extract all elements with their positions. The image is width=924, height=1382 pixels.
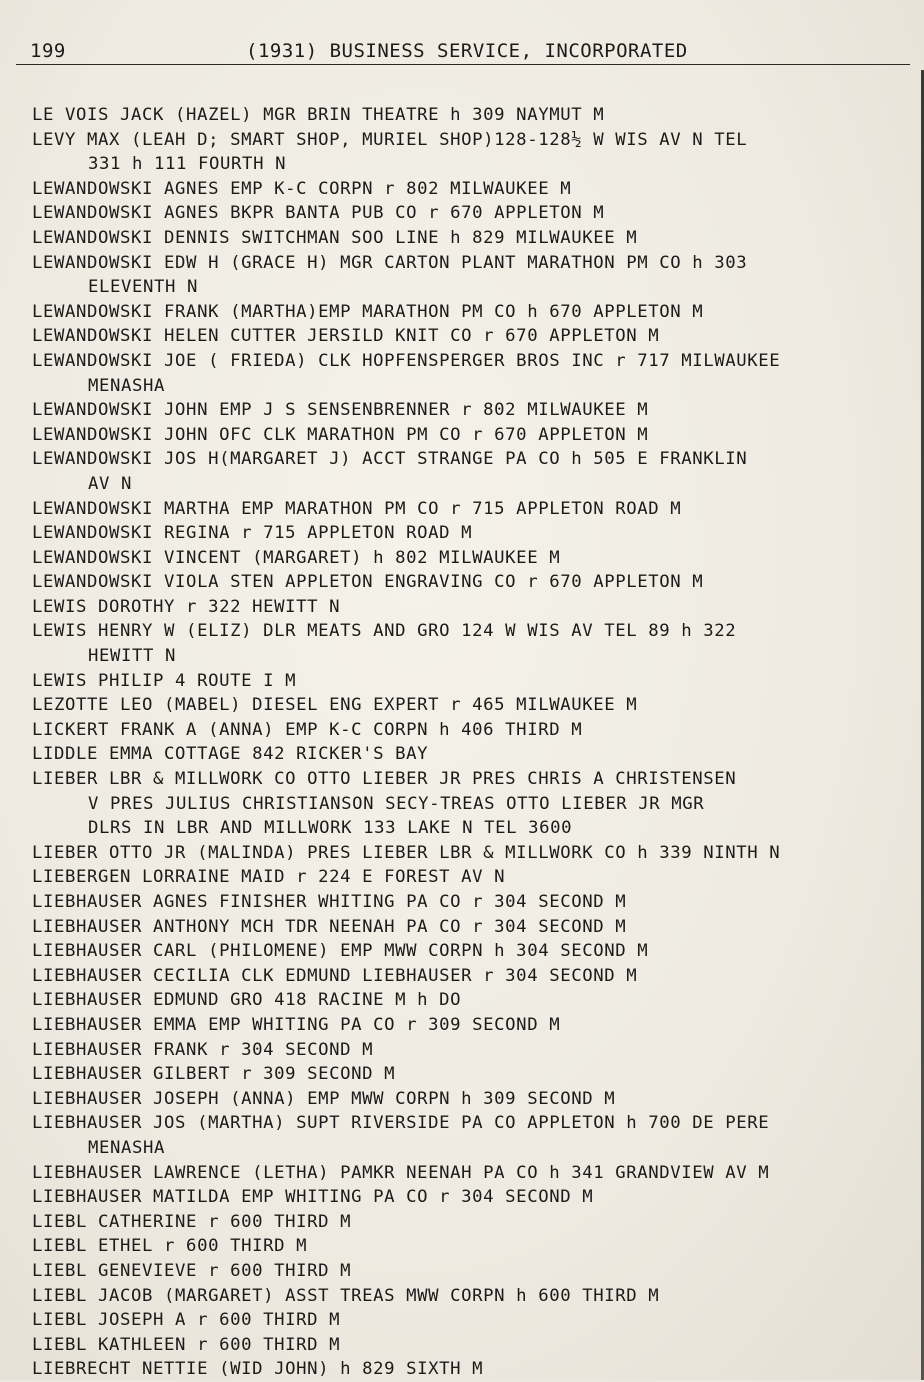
directory-entry: LEWIS PHILIP 4 ROUTE I M: [32, 670, 297, 691]
directory-entry: LIEBHAUSER EMMA EMP WHITING PA CO r 309 SECOND M: [32, 1014, 561, 1035]
directory-entry: LEWANDOWSKI REGINA r 715 APPLETON ROAD M: [32, 523, 473, 544]
entry-continuation: MENASHA: [88, 375, 166, 396]
directory-entry: LEWANDOWSKI JOS H(MARGARET J) ACCT STRANGE PA CO h 505 E FRANKLIN: [32, 449, 748, 470]
directory-entry: LIEBL GENEVIEVE r 600 THIRD M: [32, 1260, 352, 1281]
directory-entry: LIEBHAUSER AGNES FINISHER WHITING PA CO r 304 SECOND M: [32, 892, 627, 912]
directory-entry: LIDDLE EMMA COTTAGE 842 RICKER'S BAY: [32, 744, 429, 765]
directory-entry: LIEBHAUSER GILBERT r 309 SECOND M: [32, 1064, 396, 1085]
directory-entry: LIEBHAUSER JOS (MARTHA) SUPT RIVERSIDE PA CO APPLETON h 700 DE PERE: [32, 1113, 770, 1134]
directory-entry: LIEBHAUSER CECILIA CLK EDMUND LIEBHAUSER r 304 SECOND M: [32, 965, 638, 986]
entry-continuation: HEWITT N: [88, 646, 177, 667]
directory-entry: LEWANDOWSKI JOHN OFC CLK MARATHON PM CO r 670 APPLETON M: [32, 424, 649, 445]
directory-entry: LIEBER OTTO JR (MALINDA) PRES LIEBER LBR & MILLWORK CO h 339 NINTH N: [32, 842, 781, 863]
entry-continuation: ELEVENTH N: [88, 277, 199, 298]
directory-entry: LIEBL ETHEL r 600 THIRD M: [32, 1236, 308, 1257]
page-header: [16, 28, 910, 65]
directory-entry: LIEBL JOSEPH A r 600 THIRD M: [32, 1310, 341, 1331]
directory-entry: LEWANDOWSKI JOE ( FRIEDA) CLK HOPFENSPERGER BROS INC r 717 MILWAUKEE: [32, 350, 781, 371]
directory-entry: LEWANDOWSKI AGNES BKPR BANTA PUB CO r 670 APPLETON M: [32, 203, 605, 224]
entry-continuation: MENASHA: [88, 1137, 166, 1158]
directory-entry: LEWANDOWSKI EDW H (GRACE H) MGR CARTON PLANT MARATHON PM CO h 303: [32, 252, 748, 273]
entry-continuation: AV N: [88, 473, 133, 494]
directory-entry: LIEBHAUSER MATILDA EMP WHITING PA CO r 304 SECOND M: [32, 1187, 594, 1208]
directory-entry: LEWANDOWSKI AGNES EMP K-C CORPN r 802 MILWAUKEE M: [32, 178, 572, 199]
directory-entry: LIEBHAUSER CARL (PHILOMENE) EMP MWW CORPN h 304 SECOND M: [32, 941, 649, 962]
directory-entry: LEZOTTE LEO (MABEL) DIESEL ENG EXPERT r 465 MILWAUKEE M: [32, 695, 638, 716]
page-number: 199: [30, 40, 66, 62]
directory-entry: LEWANDOWSKI JOHN EMP J S SENSENBRENNER r 802 MILWAUKEE M: [32, 400, 649, 421]
directory-entry: LIEBHAUSER JOSEPH (ANNA) EMP MWW CORPN h 309 SECOND M: [32, 1088, 616, 1109]
directory-entry: LEWANDOWSKI VIOLA STEN APPLETON ENGRAVING CO r 670 APPLETON M: [32, 572, 704, 593]
directory-entry: LEWANDOWSKI VINCENT (MARGARET) h 802 MILWAUKEE M: [32, 547, 561, 568]
directory-entry: LIEBL KATHLEEN r 600 THIRD M: [32, 1334, 341, 1355]
entry-continuation: DLRS IN LBR AND MILLWORK 133 LAKE N TEL 3600: [88, 818, 573, 839]
directory-entry: LEWANDOWSKI DENNIS SWITCHMAN SOO LINE h 829 MILWAUKEE M: [32, 227, 638, 248]
directory-entry: LEWANDOWSKI FRANK (MARTHA)EMP MARATHON PM CO h 670 APPLETON M: [32, 301, 704, 322]
directory-entry: LIEBHAUSER EDMUND GRO 418 RACINE M h DO: [32, 990, 462, 1011]
directory-listing: [0, 103, 924, 1382]
directory-entry: LIEBHAUSER ANTHONY MCH TDR NEENAH PA CO r 304 SECOND M: [32, 916, 627, 937]
directory-entry: LIEBHAUSER FRANK r 304 SECOND M: [32, 1039, 374, 1060]
directory-entry: LEWANDOWSKI HELEN CUTTER JERSILD KNIT CO r 670 APPLETON M: [32, 326, 660, 347]
directory-entry: LICKERT FRANK A (ANNA) EMP K-C CORPN h 406 THIRD M: [32, 719, 583, 740]
directory-entry: LEWIS DOROTHY r 322 HEWITT N: [32, 596, 341, 617]
entry-continuation: 331 h 111 FOURTH N: [88, 154, 287, 175]
entry-continuation: V PRES JULIUS CHRISTIANSON SECY-TREAS OTTO LIEBER JR MGR: [88, 793, 705, 814]
directory-entry: LEWANDOWSKI MARTHA EMP MARATHON PM CO r 715 APPLETON ROAD M: [32, 498, 682, 519]
directory-entry: LEVY MAX (LEAH D; SMART SHOP, MURIEL SHOP)128-128½ W WIS AV N TEL: [32, 129, 748, 150]
directory-entry: LIEBERGEN LORRAINE MAID r 224 E FOREST AV N: [32, 867, 506, 888]
page-title: (1931) BUSINESS SERVICE, INCORPORATED: [246, 40, 688, 62]
directory-entry: LE VOIS JACK (HAZEL) MGR BRIN THEATRE h 309 NAYMUT M: [32, 105, 605, 125]
directory-entry: LIEBL CATHERINE r 600 THIRD M: [32, 1211, 352, 1232]
directory-entry: LIEBER LBR & MILLWORK CO OTTO LIEBER JR PRES CHRIS A CHRISTENSEN: [32, 769, 737, 790]
directory-entry: LEWIS HENRY W (ELIZ) DLR MEATS AND GRO 124 W WIS AV TEL 89 h 322: [32, 621, 737, 642]
directory-entry: LIEBHAUSER LAWRENCE (LETHA) PAMKR NEENAH PA CO h 341 GRANDVIEW AV M: [32, 1162, 770, 1183]
directory-entry: LIEBRECHT NETTIE (WID JOHN) h 829 SIXTH M: [32, 1359, 484, 1380]
directory-entry: LIEBL JACOB (MARGARET) ASST TREAS MWW CORPN h 600 THIRD M: [32, 1285, 660, 1306]
